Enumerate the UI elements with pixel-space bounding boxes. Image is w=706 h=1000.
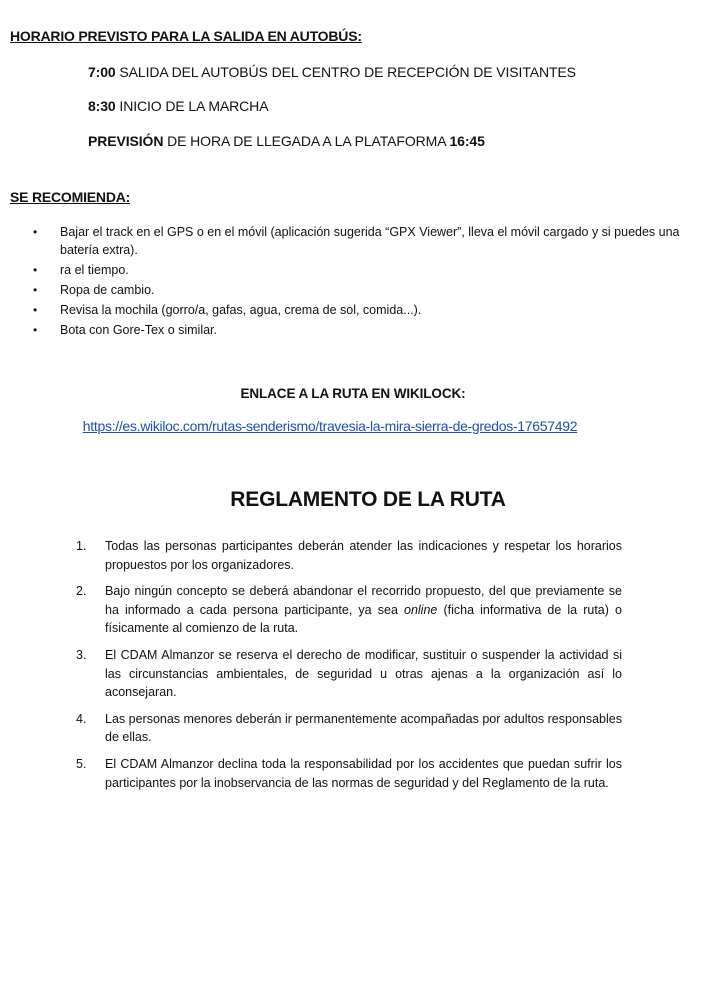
rule-item xyxy=(76,710,622,747)
list-item xyxy=(30,224,700,259)
bullet-icon: • xyxy=(33,322,38,337)
list-item xyxy=(30,282,700,300)
regulation-list xyxy=(76,537,622,800)
rule-text: El CDAM Almanzor se reserva el derecho de modificar, sustituir o suspender la actividad si las circunstancias ambientales, de seguridad u otras ajenas a la organización así lo aconsejaran. xyxy=(105,647,622,700)
schedule-line-start xyxy=(88,98,268,114)
bullet-icon: • xyxy=(33,225,38,239)
schedule-heading: HORARIO PREVISTO PARA LA SALIDA EN AUTOBÚS: xyxy=(10,28,362,44)
recommend-heading: SE RECOMIENDA: xyxy=(10,189,131,205)
list-item xyxy=(30,322,700,340)
rule-text-italic: online xyxy=(404,602,438,617)
rule-number: 1. xyxy=(76,539,87,553)
rule-number: 5. xyxy=(76,756,87,771)
rule-item xyxy=(76,755,622,792)
list-item-text: Revisa la mochila (gorro/a, gafas, agua, crema de sol, comida...). xyxy=(60,302,422,317)
rule-number: 2. xyxy=(76,584,87,599)
start-text: INICIO DE LA MARCHA xyxy=(115,98,269,114)
list-item-text: Bota con Gore-Tex o similar. xyxy=(60,322,218,337)
bullet-icon: • xyxy=(33,262,38,277)
list-item-text: Bajar el track en el GPS o en el móvil (aplicación sugerida “GPX Viewer”, lleva el móvil cargado y si puedes una batería extra). xyxy=(60,225,680,257)
rule-item xyxy=(76,582,622,638)
list-item xyxy=(30,262,700,280)
bullet-icon: • xyxy=(33,282,38,297)
route-link-title: ENLACE A LA RUTA EN WIKILOCK: xyxy=(240,386,466,401)
regulation-title: REGLAMENTO DE LA RUTA xyxy=(230,488,506,511)
list-item-text: Ropa de cambio. xyxy=(60,282,155,297)
rule-text: Todas las personas participantes deberán atender las indicaciones y respetar los horarios propuestos por los organizadores. xyxy=(105,539,622,572)
rule-text: El CDAM Almanzor declina toda la responsabilidad por los accidentes que puedan sufrir los participantes por la inobservancia de las normas de seguridad y del Reglamento de la ruta. xyxy=(105,756,622,790)
list-item-text: ra el tiempo. xyxy=(60,262,129,277)
start-time: 8:30 xyxy=(88,98,116,114)
rule-item xyxy=(76,646,622,702)
bullet-icon: • xyxy=(33,302,38,317)
schedule-line-arrival xyxy=(88,133,485,149)
departure-text: SALIDA DEL AUTOBÚS DEL CENTRO DE RECEPCIÓN DE VISITANTES xyxy=(115,64,576,80)
rule-number: 4. xyxy=(76,711,87,726)
arrival-time: 16:45 xyxy=(449,133,485,149)
rule-text-continued: (ficha informativa de la ruta) o físicamente al comienzo de la ruta. xyxy=(105,602,622,636)
list-item xyxy=(30,302,700,320)
departure-time: 7:00 xyxy=(88,64,116,80)
rule-item xyxy=(76,537,622,574)
rule-text: Las personas menores deberán ir permanentemente acompañadas por adultos responsables de ellas. xyxy=(105,711,622,745)
recommend-list xyxy=(30,224,700,342)
route-link[interactable]: https://es.wikiloc.com/rutas-senderismo/travesia-la-mira-sierra-de-gredos-17657492 xyxy=(82,418,578,434)
rule-number: 3. xyxy=(76,647,87,662)
rule-text: Bajo ningún concepto se deberá abandonar el recorrido propuesto, del que previamente se ha informado a cada persona participante, ya sea xyxy=(105,584,622,617)
arrival-text: DE HORA DE LLEGADA A LA PLATAFORMA xyxy=(163,133,450,149)
schedule-line-departure xyxy=(88,64,576,80)
arrival-label: PREVISIÓN xyxy=(88,133,164,149)
